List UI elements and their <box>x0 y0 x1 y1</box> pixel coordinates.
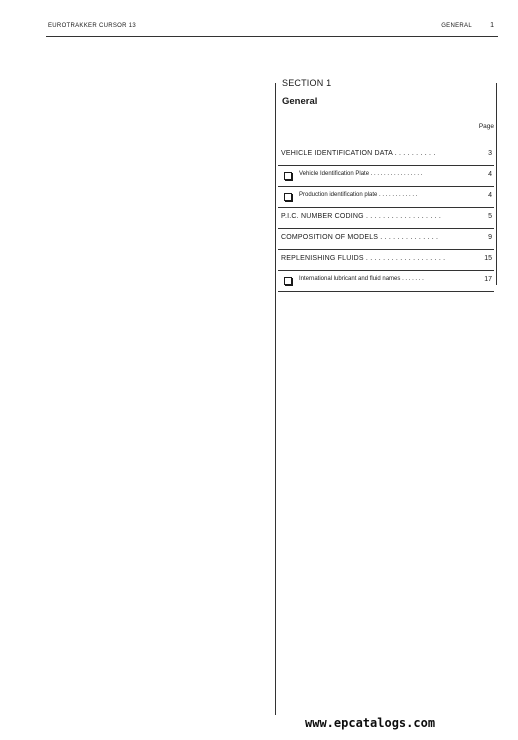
toc-entry-page: 15 <box>484 255 492 262</box>
checkbox-icon <box>284 193 292 201</box>
table-of-contents <box>278 145 494 292</box>
column-divider-right <box>496 83 497 285</box>
toc-entry-page: 3 <box>488 150 492 157</box>
toc-entry[interactable] <box>278 250 494 271</box>
toc-entry-label: P.I.C. NUMBER CODING . . . . . . . . . . . . . . . . . . <box>281 213 442 220</box>
toc-entry-page: 17 <box>484 276 492 283</box>
toc-subentry[interactable] <box>278 187 494 208</box>
toc-entry-label: COMPOSITION OF MODELS . . . . . . . . . . . . . . <box>281 234 439 241</box>
toc-entry-label: REPLENISHING FLUIDS . . . . . . . . . . . . . . . . . . . <box>281 255 446 262</box>
toc-entry-label: Production identification plate . . . . . . . . . . . . <box>299 192 418 198</box>
section-title: SECTION 1 <box>282 78 332 88</box>
watermark-url: www.epcatalogs.com <box>305 716 436 730</box>
column-divider-left <box>275 83 276 715</box>
toc-entry-page: 4 <box>488 192 492 199</box>
page-header <box>46 20 498 37</box>
checkbox-icon <box>284 172 292 180</box>
toc-entry[interactable] <box>278 208 494 229</box>
toc-entry[interactable] <box>278 145 494 166</box>
toc-entry[interactable] <box>278 229 494 250</box>
section-subtitle: General <box>282 96 318 107</box>
toc-entry-label: VEHICLE IDENTIFICATION DATA . . . . . . . . . . <box>281 150 436 157</box>
checkbox-icon <box>284 277 292 285</box>
page-column-label: Page <box>478 123 494 130</box>
toc-subentry[interactable] <box>278 271 494 292</box>
toc-subentry[interactable] <box>278 166 494 187</box>
toc-entry-page: 9 <box>488 234 492 241</box>
toc-entry-page: 4 <box>488 171 492 178</box>
toc-entry-label: Vehicle Identification Plate . . . . . . . . . . . . . . . . <box>299 171 423 177</box>
toc-entry-page: 5 <box>488 213 492 220</box>
header-section-name: GENERAL <box>441 23 472 29</box>
document-title: EUROTRAKKER CURSOR 13 <box>48 23 136 29</box>
header-page-number: 1 <box>490 22 494 29</box>
toc-entry-label: International lubricant and fluid names . . . . . . . <box>299 276 424 282</box>
